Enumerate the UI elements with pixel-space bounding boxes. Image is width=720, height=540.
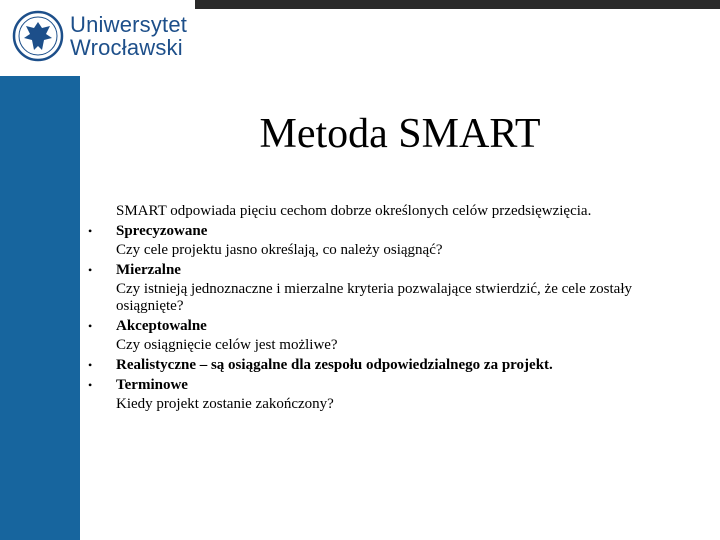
logo-line-1: Uniwersytet	[70, 12, 188, 37]
bullet-heading: Akceptowalne	[116, 318, 207, 334]
slide-content	[85, 203, 675, 413]
bullet-description: Czy osiągnięcie celów jest możliwe?	[116, 337, 338, 353]
bullet-marker: •	[88, 224, 93, 238]
intro-text: SMART odpowiada pięciu cechom dobrze określonych celów przedsięwzięcia.	[116, 203, 592, 219]
bullet-marker: •	[88, 378, 93, 392]
bullet-list	[85, 223, 675, 413]
bullet-description: Czy cele projektu jasno określają, co należy osiągnąć?	[116, 242, 443, 258]
bullet-heading: Terminowe	[116, 377, 188, 393]
bullet-marker: •	[88, 358, 93, 372]
logo-line-2: Wrocławski	[70, 35, 183, 60]
bullet-heading: Realistyczne – są osiągalne dla zespołu odpowiedzialnego za projekt.	[116, 357, 553, 373]
list-item	[85, 223, 675, 259]
logo-wordmark	[70, 13, 187, 59]
slide-title: Metoda SMART	[259, 111, 541, 157]
left-sidebar-band	[0, 0, 80, 540]
list-item	[85, 377, 675, 413]
eagle-emblem-icon	[12, 10, 64, 62]
bullet-marker: •	[88, 319, 93, 333]
logo-area	[0, 0, 195, 76]
list-item	[85, 357, 675, 374]
bullet-description: Czy istnieją jednoznaczne i mierzalne kryteria pozwalające stwierdzić, że cele zostały osiągnięte?	[116, 281, 632, 314]
list-item	[85, 318, 675, 354]
university-logo	[12, 10, 187, 62]
bullet-heading: Sprecyzowane	[116, 223, 208, 239]
bullet-description: Kiedy projekt zostanie zakończony?	[116, 396, 334, 412]
bullet-heading: Mierzalne	[116, 262, 181, 278]
list-item	[85, 262, 675, 315]
top-header-band	[195, 0, 720, 9]
bullet-marker: •	[88, 263, 93, 277]
